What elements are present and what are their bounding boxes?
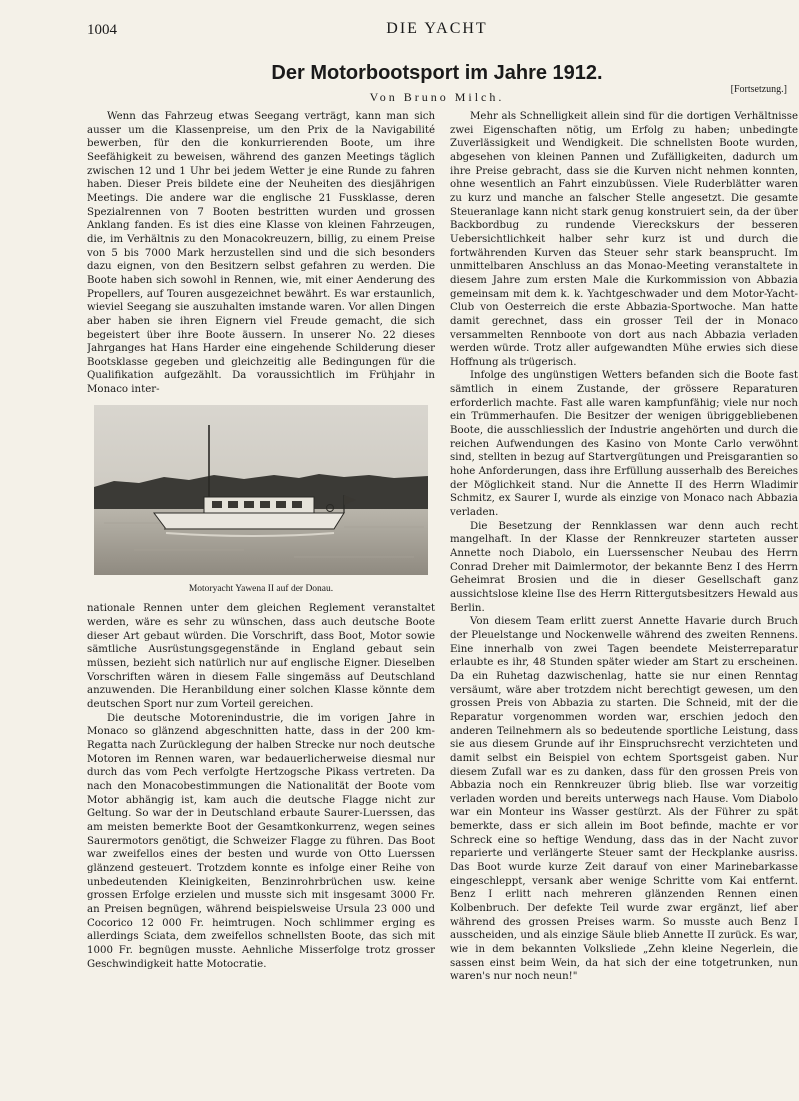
paragraph: Infolge des ungünstigen Wetters befanden sich die Boote fast sämtlich in einem Zustande, der grössere Reparaturen erforderlich machte. Fast alle waren kampfunfähig; viele nur noch ein Trümmerhaufen. Die Besitzer der wenigen übriggebliebenen Boote, die ausschliesslich der Industrie angehörten und durch die reichen Aufwendungen des Kasino von Monte Carlo verwöhnt sind, stellten in bezug auf Startvergütungen und Preisgarantien so hohe Anforderungen, dass ihre Erfüllung ausserhalb des Bereiches der Möglichkeit stand. Nur die Annette II des Herrn Wladimir Schmitz, ex Saurer I, wurde als einzige von Monaco nach Abbazia verladen. [450,370,798,519]
page-number: 1004 [87,22,117,38]
left-column [87,110,435,1075]
paragraph: nationale Rennen unter dem gleichen Reglement veranstaltet werden, wäre es sehr zu wünschen, dass auch deutsche Boote dieser Art gebaut würden. Die Vorschrift, dass Boot, Motor sowie sämtliche Ausrüstungsgegenstände in England gebaut sein müssen, bezieht sich natürlich nur auf englische Eigner. Dieselben Vorschriften wären in diesem Falle singemäss auf Deutschland anzuwenden. Die Heranbildung einer solchen Klasse könnte dem deutschen Sport nur zum Vorteil gereichen. [87,603,435,711]
article-byline: Von Bruno Milch. [369,90,505,104]
paragraph: Mehr als Schnelligkeit allein sind für die dortigen Verhältnisse zwei Eigenschaften nötig, um Erfolg zu haben; unbedingte Zuverlässigkeit und Wendigkeit. Die schnellsten Boote wurden, abgesehen von kleinen Pannen und Zufälligkeiten, dadurch um ihre Preise gebracht, dass sie die Kurven nicht nehmen konnten, ohne wesentlich an Fahrt einzubüssen. Viele Ruderblätter waren zu kurz und manche an falscher Stelle angesetzt. Die gesamte Steueranlage kann nicht stark genug konstruiert sein, da der über Backbordbug zu rundende Viereckskurs der besseren Uebersichtlichkeit halber sehr kurz ist und durch die fortwährenden Kurven das Steuer sehr stark beansprucht. Im unmittelbaren Anschluss an das Monao-Meeting veranstaltete in diesem Jahre zum ersten Male die Kurkommission von Abbazia gemeinsam mit dem k. k. Yachtgeschwader und dem Motor-Yacht-Club von Oesterreich die erste Abbazia-Sportwoche. Man hatte damit gerechnet, dass ein grosser Teil der in Monaco versammelten Rennboote von dort aus nach Abbazia verladen werden würde. Trotz aller aufgewandten Mühe erwies sich diese Hoffnung als trügerisch. [450,111,798,368]
continued-label: [Fortsetzung.] [730,84,787,95]
paragraph: Die deutsche Motorenindustrie, die im vorigen Jahre in Monaco so glänzend abgeschnitten hatte, dass in der 200 km-Regatta nach Zurücklegung der halben Strecke nur noch deutsche Motoren im Rennen waren, war bedauerlicherweise diesmal nur durch das vom Pech verfolgte Hertzogsche Pikass vertreten. Da nach den Monacobestimmungen die Nationalität der Boote vom Motor abhängig ist, kam auch die deutsche Flagge nicht zur Geltung. So war der in Deutschland erbaute Saurer-Luerssen, das am meisten bemerkte Boot der Gesamtkonkurrenz, wegen seines Saurermotors genötigt, die Schweizer Flagge zu führen. Das Boot war zweifellos eines der besten und wurde von Otto Luerssen glänzend gesteuert. Trotzdem konnte es infolge einer Reihe von unbedeutenden Kleinigkeiten, Benzinrohrbrüchen usw. keine grossen Erfolge erzielen und musste sich mit insgesamt 3000 Fr. an Preisen begnügen, während beispielsweise Ursula 23 000 und Cocorico 12 000 Fr. heimtrugen. Noch schlimmer erging es allerdings Sciata, dem zweifellos schnellsten Boote, das sich mit 1000 Fr. begnügen musste. Aehnliche Misserfolge trotz grosser Geschwindigkeit hatte Motocratie. [87,712,435,970]
journal-title: DIE YACHT [386,20,488,37]
yacht-photo [94,405,428,575]
right-column [450,110,798,1075]
paragraph: Von diesem Team erlitt zuerst Annette Havarie durch Bruch der Pleuelstange und Nockenwelle während des zweiten Rennens. Eine innerhalb von zwei Tagen beendete Meisterreparatur erlaubte es ihr, 48 Stunden später wieder am Start zu erscheinen. Da ein Ruhetag dazwischenlag, hatte sie nur einen Renntag versäumt, wäre aber trotzdem nicht berechtigt gewesen, um den grossen Preis von Abbazia zu starten. Die Schneid, mit der die Reparatur vorgenommen worden war, erschien jedoch den anderen Teilnehmern als so bedeutende sportliche Leistung, dass sie aus diesem Grunde auf ihr Einspruchsrecht verzichteten und damit selbst ein Beispiel von echtem Sportsgeist gaben. Nur diesem Zufall war es zu danken, dass für den grossen Preis von Abbazia noch ein Rennkreuzer übrig blieb. Ilse war vorzeitig verladen worden und bereits unterwegs nach Hause. Vom Diabolo war ein Monteur ins Wasser gestürzt. Als der Führer zu spät bemerkte, dass er sich allein im Boot befinde, machte er vor Schreck eine so heftige Wendung, dass das in der Nacht zuvor reparierte und verlängerte Steuer samt der Heckplanke ausriss. Das Boot wurde kurze Zeit darauf von einer Marinebarkasse eingeschleppt, versank aber wenige Schritte vom Kai entfernt. Benz I erlitt nach mehreren glänzenden Rennen einen Kolbenbruch. Der defekte Teil wurde zwar ergänzt, lief aber während des grossen Preises warm. So musste auch Benz I ausscheiden, und als einzige Säule blieb Annette II zurück. Es war, wie in dem bekannten Volksliede „Zehn kleine Negerlein, die sassen einst beim Wein, da hat sich der eine totgetrunken, nun waren's nur noch neun!" [450,616,798,983]
paragraph: Die Besetzung der Rennklassen war denn auch recht mangelhaft. In der Klasse der Rennkreuzer starteten ausser Annette noch Diabolo, ein Luerssenscher Neubau des Herrn Conrad Dreher mit Daimlermotor, der bekannte Benz I des Herrn Geheimrat Brosien und die in dieser Gesellschaft ganz aussichtslose kleine Ilse des Herrn Rittergutsbesitzers Hewald aus Berlin. [450,520,798,614]
figure [87,405,435,597]
page-header [87,20,787,44]
paragraph: Wenn das Fahrzeug etwas Seegang verträgt, kann man sich ausser um die Klassenpreise, um den Prix de la Navigabilité bewerben, für den die konkurrierenden Boote, um ihre Seefähigkeit zu beweisen, während des ganzen Meetings täglich zwischen 12 und 1 Uhr bei jedem Wetter je eine Runde zu fahren haben. Dieser Preis bildete eine der Neuheiten des diesjährigen Meetings. Die andere war die englische 21 Fussklasse, deren Spezialrennen von 7 Booten bestritten wurden und grossen Anklang fanden. Es ist dies eine Klasse von kleinen Fahrzeugen, die, im Verhältnis zu den Monacokreuzern, billig, zu einem Preise von 5 bis 7000 Mark herzustellen sind und die sich besonders dazu eignen, von den Besitzern selbst gefahren zu werden. Die Boote haben sich sowohl in Rennen, wie, mit einer Aenderung des Propellers, auf Touren ausgezeichnet bewährt. Es war erstaunlich, wieviel Seegang sie auszuhalten imstande waren. Vor allen Dingen aber haben sie ihren Eignern viel Freude gemacht, die sich begeistert über ihre Boote äussern. In unserer No. 22 dieses Jahrganges hat Hans Harder eine eingehende Schilderung dieser Bootsklasse gegeben und gleichzeitig alle Bedingungen für die Qualifikation aufgezählt. Da voraussichtlich im Frühjahr in Monaco inter- [87,111,435,396]
article-title: Der Motorbootsport im Jahre 1912. [271,62,603,84]
figure-caption: Motoryacht Yawena II auf der Donau. [188,583,334,594]
